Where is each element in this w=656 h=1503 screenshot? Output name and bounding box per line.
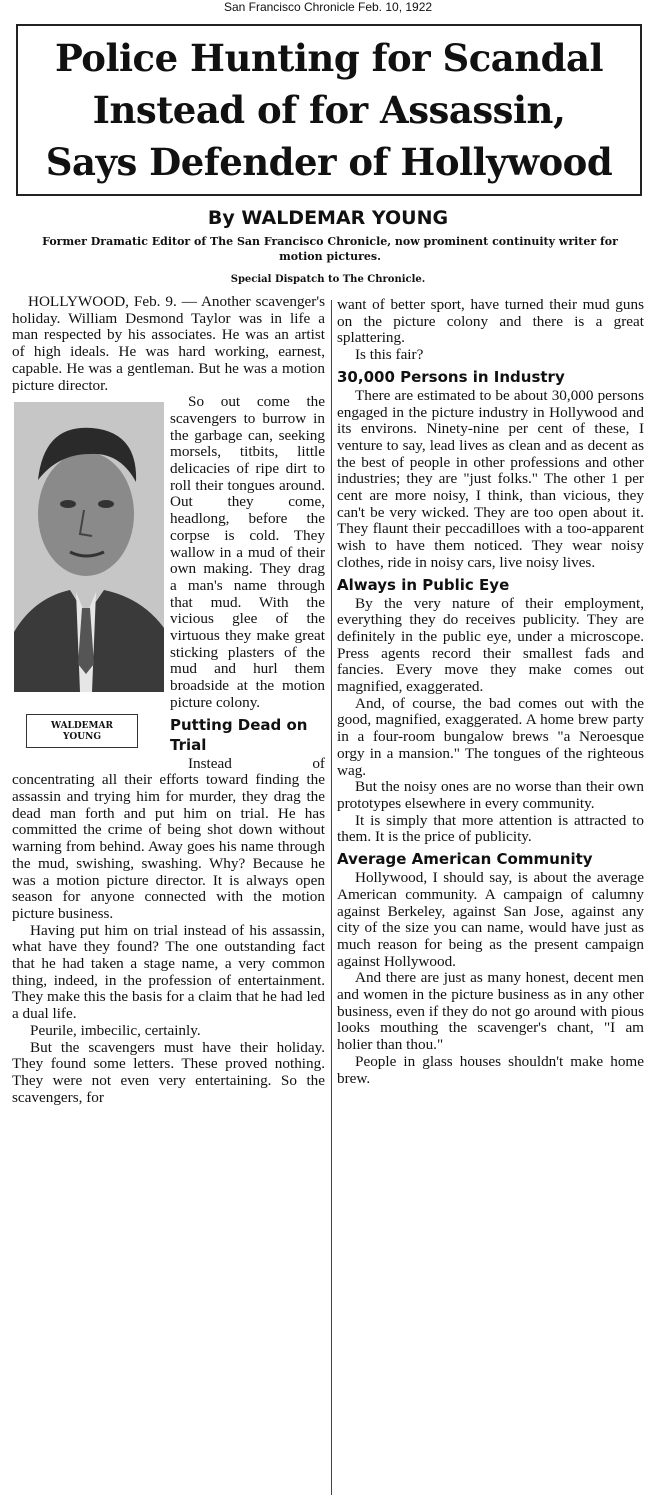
headline-line-3: Says Defender of Hollywood — [45, 140, 613, 184]
column-divider — [331, 300, 332, 1495]
paragraph: But the noisy ones are no worse than their own prototypes elsewhere in every community. — [337, 778, 644, 812]
paragraph: Instead of concentrating all their efforts toward finding the assassin and trying him for murder, they drag the dead man forth and put him on trial. He has committed the crime of being shot down without warning from behind. Away goes his name through the mud, swishing, swashing. Why? Because he was a motion picture director. It is always open season for anyone connected with the motion picture business. — [12, 754, 325, 922]
paragraph: But the scavengers must have their holiday. They found some letters. These proved nothing. They were not even very entertaining. So the scavengers, for — [12, 1038, 325, 1106]
paragraph-text: HOLLYWOOD, Feb. 9. — Another scavenger's holiday. William Desmond Taylor was in life a man respected by his associates. He was an artist of high ideals. He was hard working, earnest, capable. He was a gentleman. But he was a motion picture director. — [12, 293, 325, 394]
subheading: 30,000 Persons in Industry — [337, 367, 565, 386]
paragraph: Peurile, imbecilic, certainly. — [30, 1021, 201, 1039]
paragraph: Is this fair? — [355, 346, 424, 364]
paragraph: Having put him on trial instead of his assassin, what have they found? The one outstanding fact that he had taken a stage name, a very common thing, indeed, in the profession of entertainment. They make this the basis for a claim that he had led a dual life. — [12, 921, 325, 1023]
paragraph: People in glass houses shouldn't make home brew. — [337, 1052, 644, 1087]
dateline-paragraph — [12, 294, 325, 394]
headline-line-1: Police Hunting for Scandal — [54, 36, 604, 80]
paragraph: And there are just as many honest, decent men and women in the picture business as in any other business, even if they do not go around with pious looks mouthing the scavenger's chant, "I am holier than thou." — [337, 969, 644, 1054]
subheading: Average American Community — [337, 850, 593, 869]
paragraph: There are estimated to be about 30,000 persons engaged in the picture industry in Hollywood and its environs. Ninety-nine per cent of these, I venture to say, lead lives as clean and as decent as the best of people in other professions and other industries; they are "just folks." The other 1 per cent are more noisy, I think, than vicious, they can't be very wicked. They are too open about it. They flaunt their peccadilloes with a too-apparent wish to have them noticed. They wear noisy clothes, ride in noisy cars, live noisy lives. — [337, 386, 644, 571]
paragraph: want of better sport, have turned their mud guns on the picture colony and there is a great splattering. — [337, 296, 644, 347]
article-column-1 — [12, 294, 325, 1495]
paragraph: It is simply that more attention is attracted to them. It is the price of publicity. — [337, 811, 644, 846]
subheading: Putting Dead on Trial — [170, 715, 308, 754]
headline-box — [16, 24, 642, 196]
caption-line-1: WALDEMAR — [51, 721, 113, 732]
headline-line-2: Instead of for Assassin, — [92, 88, 566, 132]
paragraph: So out come the scavengers to burrow in the garbage can, seeking morsels, titbits, little delicacies of ripe dirt to roll their tongues around. Out they come, headlong, before the corpse is cold. They wallow in a mud of their own making. They drag a man's name through that mud. With the vicious glee of the virtuous they make great sticking plasters of the mud and hurl them broadside at the motion picture colony. — [170, 393, 325, 711]
paragraph: And, of course, the bad comes out with the good, magnified, exaggerated. A home brew party in a four-room bungalow brews "a Neroesque orgy in a mansion." The tongues of the righteous wag. — [337, 694, 644, 779]
paragraph: By the very nature of their employment, everything they do receives publicity. They are definitely in the public eye, under a microscope. Press agents record their smallest fads and fancies. Every move they make comes out magnified, exaggerated. — [337, 594, 644, 696]
author-portrait-image — [14, 402, 164, 692]
article-column-2 — [337, 297, 644, 1495]
author-photo-block — [12, 396, 164, 768]
byline: By WALDEMAR YOUNG — [207, 207, 449, 229]
subheading: Always in Public Eye — [337, 575, 510, 594]
source-line: San Francisco Chronicle Feb. 10, 1922 — [223, 0, 433, 14]
caption-line-2: YOUNG — [62, 732, 102, 743]
author-credit: Former Dramatic Editor of The San Francisco Chronicle, now prominent continuity writer for motion pictures. — [42, 235, 618, 263]
dispatch-note: Special Dispatch to The Chronicle. — [230, 274, 426, 285]
paragraph: Hollywood, I should say, is about the average American community. A campaign of calumny against Berkeley, against San Jose, against any city of the size you can name, would have just as much reason for being as the present campaign against Hollywood. — [337, 869, 644, 970]
photo-caption — [26, 714, 138, 748]
